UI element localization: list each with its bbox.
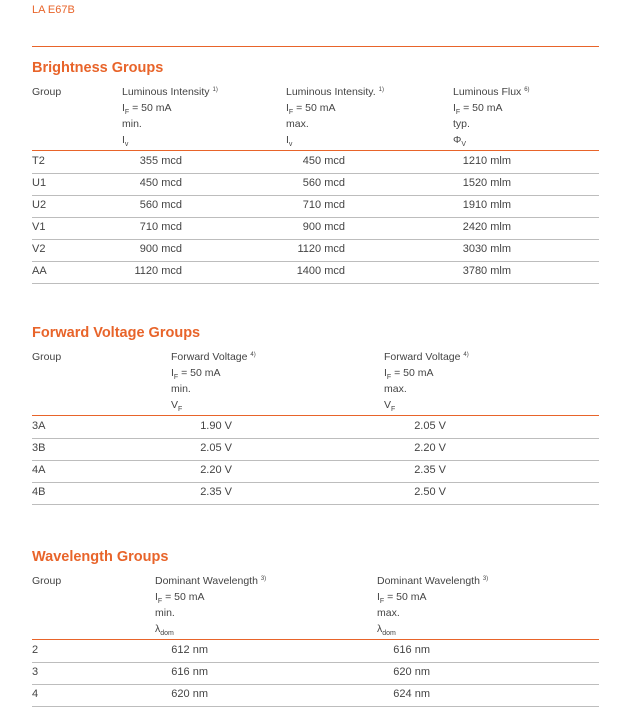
group-cell: V1 bbox=[32, 221, 46, 233]
group-cell: 2 bbox=[32, 644, 39, 656]
value-cell: 560 mcd bbox=[302, 177, 345, 189]
wavelength-col-symbol bbox=[377, 621, 488, 637]
value-cell: 1120 mcd bbox=[297, 243, 345, 255]
current-value: = 50 mA bbox=[384, 591, 427, 603]
wavelength-col-group: Group bbox=[32, 575, 62, 587]
document-id: LA E67B bbox=[32, 4, 75, 16]
footnote-ref: 3) bbox=[260, 576, 267, 582]
voltage-col-symbol bbox=[384, 397, 469, 413]
quantity-symbol: I bbox=[286, 134, 289, 146]
group-cell: 3B bbox=[32, 442, 46, 454]
value-cell: 620 nm bbox=[171, 688, 208, 700]
brightness-col-kind: max. bbox=[286, 118, 309, 130]
footnote-ref: 3) bbox=[482, 576, 489, 582]
brightness-col-name-line bbox=[453, 84, 530, 100]
quantity-subscript: V bbox=[461, 141, 467, 148]
value-cell: 710 mcd bbox=[139, 221, 182, 233]
group-cell: U1 bbox=[32, 177, 47, 189]
value-cell: 3030 mlm bbox=[462, 243, 511, 255]
value-cell: 2.35 V bbox=[200, 486, 232, 498]
group-cell: 3 bbox=[32, 666, 39, 678]
current-subscript: F bbox=[379, 598, 385, 605]
current-value: = 50 mA bbox=[293, 102, 336, 114]
value-cell: 710 mcd bbox=[302, 199, 345, 211]
current-subscript: F bbox=[157, 598, 163, 605]
brightness-col-name-line bbox=[122, 84, 218, 100]
value-cell: 355 mcd bbox=[139, 155, 182, 167]
value-cell: 1400 mcd bbox=[296, 265, 345, 277]
quantity-subscript: v bbox=[124, 141, 129, 148]
value-cell: 900 mcd bbox=[139, 243, 182, 255]
table-row bbox=[32, 174, 599, 196]
current-subscript: F bbox=[173, 374, 179, 381]
brightness-col-kind: min. bbox=[122, 118, 142, 130]
brightness-col-symbol bbox=[286, 132, 384, 148]
voltage-col-kind: min. bbox=[171, 383, 191, 395]
quantity-subscript: dom bbox=[160, 630, 174, 637]
value-cell: 3780 mlm bbox=[462, 265, 511, 277]
brightness-col-name: Luminous Flux bbox=[453, 86, 522, 98]
voltage-title: Forward Voltage Groups bbox=[32, 325, 201, 341]
voltage-col-condition bbox=[171, 365, 256, 381]
wavelength-col-symbol bbox=[155, 621, 266, 637]
group-cell: 4B bbox=[32, 486, 46, 498]
current-value: = 50 mA bbox=[178, 367, 221, 379]
current-symbol: I bbox=[453, 102, 456, 114]
value-cell: 1520 mlm bbox=[462, 177, 511, 189]
wavelength-col-name: Dominant Wavelength bbox=[377, 575, 480, 587]
value-cell: 2.05 V bbox=[200, 442, 232, 454]
wavelength-col-kind: min. bbox=[155, 607, 175, 619]
voltage-col-name: Forward Voltage bbox=[384, 351, 461, 363]
quantity-subscript: v bbox=[288, 141, 293, 148]
table-row bbox=[32, 240, 599, 262]
value-cell: 2.35 V bbox=[414, 464, 446, 476]
table-row bbox=[32, 196, 599, 218]
value-cell: 1910 mlm bbox=[462, 199, 511, 211]
table-row bbox=[32, 685, 599, 707]
voltage-col-kind: max. bbox=[384, 383, 407, 395]
value-cell: 620 nm bbox=[393, 666, 430, 678]
group-cell: T2 bbox=[32, 155, 45, 167]
wavelength-rows bbox=[32, 641, 599, 707]
group-cell: 4 bbox=[32, 688, 39, 700]
quantity-subscript: F bbox=[391, 406, 396, 413]
value-cell: 616 nm bbox=[393, 644, 430, 656]
current-value: = 50 mA bbox=[460, 102, 503, 114]
current-symbol: I bbox=[377, 591, 380, 603]
voltage-col-condition bbox=[384, 365, 469, 381]
current-symbol: I bbox=[171, 367, 174, 379]
group-cell: AA bbox=[32, 265, 47, 277]
brightness-col-condition bbox=[286, 100, 384, 116]
value-cell: 1120 mcd bbox=[134, 265, 182, 277]
table-row bbox=[32, 262, 599, 284]
value-cell: 450 mcd bbox=[139, 177, 182, 189]
current-subscript: F bbox=[124, 109, 130, 116]
value-cell: 2420 mlm bbox=[462, 221, 511, 233]
current-value: = 50 mA bbox=[391, 367, 434, 379]
current-subscript: F bbox=[288, 109, 294, 116]
brightness-col-group: Group bbox=[32, 86, 62, 98]
table-row bbox=[32, 439, 599, 461]
brightness-col-condition bbox=[453, 100, 530, 116]
table-row bbox=[32, 461, 599, 483]
value-cell: 2.20 V bbox=[414, 442, 446, 454]
voltage-col-group: Group bbox=[32, 351, 62, 363]
group-cell: 4A bbox=[32, 464, 46, 476]
quantity-subscript: dom bbox=[382, 630, 396, 637]
brightness-col-name: Luminous Intensity. bbox=[286, 86, 376, 98]
wavelength-col-name: Dominant Wavelength bbox=[155, 575, 258, 587]
value-cell: 1.90 V bbox=[200, 420, 232, 432]
wavelength-col-name-line bbox=[155, 573, 266, 589]
value-cell: 612 nm bbox=[171, 644, 208, 656]
quantity-symbol: I bbox=[122, 134, 125, 146]
value-cell: 900 mcd bbox=[302, 221, 345, 233]
brightness-col-header-3 bbox=[453, 84, 530, 148]
wavelength-title: Wavelength Groups bbox=[32, 549, 169, 565]
wavelength-header-rule bbox=[32, 639, 599, 640]
brightness-col-symbol bbox=[122, 132, 218, 148]
brightness-col-condition bbox=[122, 100, 218, 116]
brightness-header-rule bbox=[32, 150, 599, 151]
current-value: = 50 mA bbox=[129, 102, 172, 114]
voltage-header-rule bbox=[32, 415, 599, 416]
group-cell: V2 bbox=[32, 243, 46, 255]
voltage-rows bbox=[32, 417, 599, 505]
table-row bbox=[32, 417, 599, 439]
footnote-ref: 4) bbox=[463, 352, 469, 358]
voltage-col-name-line bbox=[171, 349, 256, 365]
value-cell: 2.20 V bbox=[200, 464, 232, 476]
value-cell: 560 mcd bbox=[139, 199, 182, 211]
current-subscript: F bbox=[386, 374, 392, 381]
table-row bbox=[32, 218, 599, 240]
quantity-subscript: F bbox=[178, 406, 183, 413]
current-symbol: I bbox=[155, 591, 158, 603]
quantity-symbol: V bbox=[384, 399, 392, 411]
quantity-symbol: λ bbox=[377, 623, 383, 635]
footnote-ref: 6) bbox=[524, 87, 530, 93]
value-cell: 2.50 V bbox=[414, 486, 446, 498]
brightness-col-kind: typ. bbox=[453, 118, 470, 130]
wavelength-col-header-2 bbox=[377, 573, 488, 637]
current-symbol: I bbox=[384, 367, 387, 379]
current-value: = 50 mA bbox=[162, 591, 205, 603]
current-subscript: F bbox=[455, 109, 461, 116]
brightness-col-header-2 bbox=[286, 84, 384, 148]
footnote-ref: 1) bbox=[378, 87, 384, 93]
group-cell: U2 bbox=[32, 199, 47, 211]
wavelength-col-name-line bbox=[377, 573, 488, 589]
wavelength-col-kind: max. bbox=[377, 607, 400, 619]
table-row bbox=[32, 483, 599, 505]
current-symbol: I bbox=[286, 102, 289, 114]
voltage-col-name: Forward Voltage bbox=[171, 351, 248, 363]
brightness-rows bbox=[32, 152, 599, 284]
voltage-col-header-2 bbox=[384, 349, 469, 413]
value-cell: 2.05 V bbox=[414, 420, 446, 432]
current-symbol: I bbox=[122, 102, 125, 114]
table-row bbox=[32, 663, 599, 685]
brightness-col-name-line bbox=[286, 84, 384, 100]
voltage-col-header-1 bbox=[171, 349, 256, 413]
brightness-col-symbol bbox=[453, 132, 530, 148]
footnote-ref: 1) bbox=[212, 87, 218, 93]
table-row bbox=[32, 152, 599, 174]
group-cell: 3A bbox=[32, 420, 46, 432]
quantity-symbol: Φ bbox=[453, 134, 462, 146]
value-cell: 450 mcd bbox=[302, 155, 345, 167]
value-cell: 624 nm bbox=[393, 688, 430, 700]
value-cell: 1210 mlm bbox=[462, 155, 511, 167]
wavelength-col-header-1 bbox=[155, 573, 266, 637]
table-row bbox=[32, 641, 599, 663]
brightness-title: Brightness Groups bbox=[32, 60, 164, 76]
value-cell: 616 nm bbox=[171, 666, 208, 678]
quantity-symbol: V bbox=[171, 399, 179, 411]
footnote-ref: 4) bbox=[250, 352, 256, 358]
brightness-col-header-1 bbox=[122, 84, 218, 148]
voltage-col-symbol bbox=[171, 397, 256, 413]
wavelength-col-condition bbox=[377, 589, 488, 605]
header-rule bbox=[32, 46, 599, 47]
brightness-col-name: Luminous Intensity bbox=[122, 86, 210, 98]
voltage-col-name-line bbox=[384, 349, 469, 365]
wavelength-col-condition bbox=[155, 589, 266, 605]
quantity-symbol: λ bbox=[155, 623, 161, 635]
